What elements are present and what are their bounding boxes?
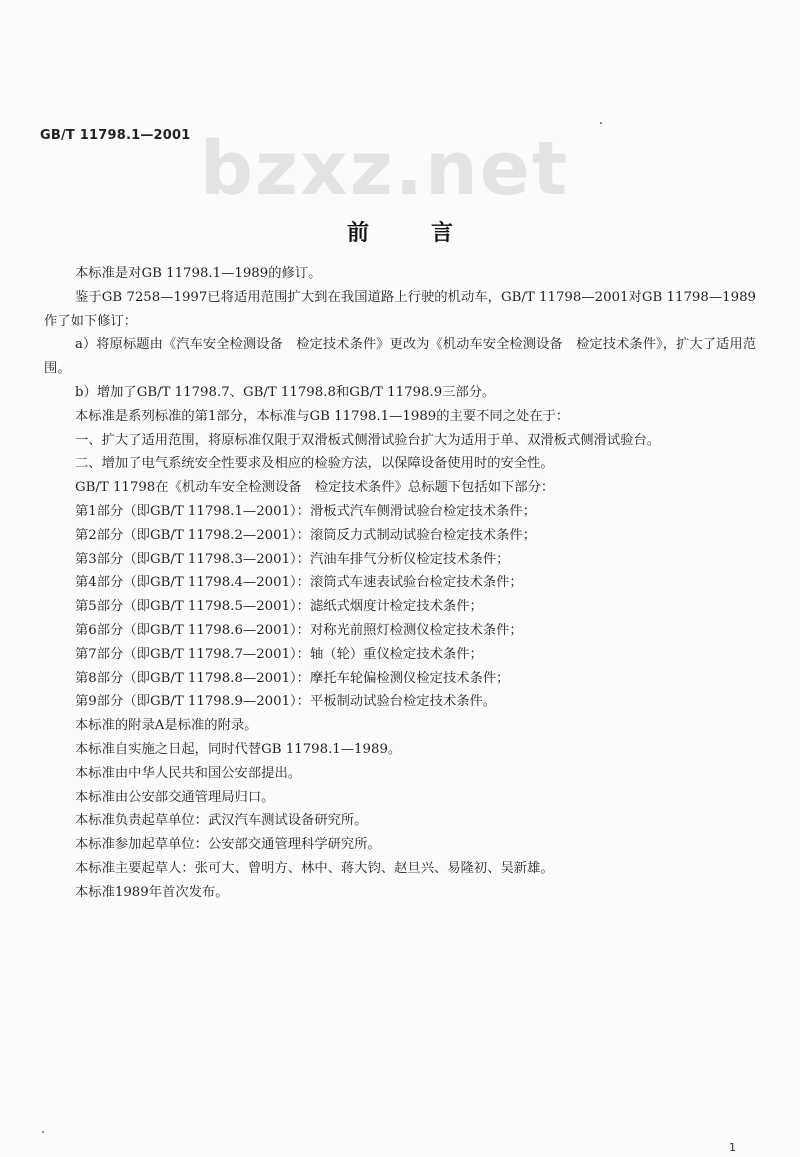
paragraph: 本标准由中华人民共和国公安部提出。 [75, 765, 302, 781]
body-text [44, 262, 756, 905]
paragraph: 二、增加了电气系统安全性要求及相应的检验方法，以保障设备使用时的安全性。 [75, 456, 554, 472]
list-item: 第1部分（即GB/T 11798.1—2001）：滑板式汽车侧滑试验台检定技术条件； [75, 503, 537, 519]
paragraph: 鉴于GB 7258—1997已将适用范围扩大到在我国道路上行驶的机动车，GB/T 11798—2001对GB 11798—1989作了如下修订： [44, 289, 756, 329]
paragraph: 本标准是对GB 11798.1—1989的修订。 [75, 266, 322, 281]
scan-speck [42, 1131, 44, 1133]
list-item: 第7部分（即GB/T 11798.7—2001）：轴（轮）重仪检定技术条件； [75, 646, 483, 662]
page-number: 1 [729, 1141, 736, 1154]
paragraph: a）将原标题由《汽车安全检测设备 检定技术条件》更改为《机动车安全检测设备 检定技术条件》，扩大了适用范围。 [44, 337, 756, 377]
paragraph: 本标准1989年首次发布。 [75, 884, 229, 900]
paragraph: 一、扩大了适用范围，将原标准仅限于双滑板式侧滑试验台扩大为适用于单、双滑板式侧滑试验台。 [75, 432, 661, 448]
paragraph: GB/T 11798在《机动车安全检测设备 检定技术条件》总标题下包括如下部分： [75, 480, 555, 496]
list-item: 第9部分（即GB/T 11798.9—2001）：平板制动试验台检定技术条件。 [75, 694, 497, 710]
paragraph: 本标准由公安部交通管理局归口。 [75, 789, 275, 805]
paragraph: 本标准自实施之日起，同时代替GB 11798.1—1989。 [75, 741, 402, 757]
paragraph: 本标准负责起草单位：武汉汽车测试设备研究所。 [75, 813, 368, 829]
list-item: 第2部分（即GB/T 11798.2—2001）：滚筒反力式制动试验台检定技术条件； [75, 527, 537, 543]
watermark-text: bzxz.net [200, 126, 570, 212]
standard-code: GB/T 11798.1—2001 [40, 128, 191, 143]
paragraph: 本标准是系列标准的第1部分，本标准与GB 11798.1—1989的主要不同之处在于： [75, 408, 570, 424]
paragraph: 本标准主要起草人：张可大、曾明方、林中、蒋大钧、赵旦兴、易隆初、吴新雄。 [75, 860, 554, 876]
list-item: 第5部分（即GB/T 11798.5—2001）：滤纸式烟度计检定技术条件； [75, 599, 483, 615]
list-item: 第3部分（即GB/T 11798.3—2001）：汽油车排气分析仪检定技术条件； [75, 551, 510, 567]
paragraph: 本标准参加起草单位：公安部交通管理科学研究所。 [75, 837, 381, 853]
list-item: 第8部分（即GB/T 11798.8—2001）：摩托车轮偏检测仪检定技术条件； [75, 670, 510, 686]
list-item: 第6部分（即GB/T 11798.6—2001）：对称光前照灯检测仪检定技术条件； [75, 622, 523, 638]
list-item: 第4部分（即GB/T 11798.4—2001）：滚筒式车速表试验台检定技术条件； [75, 575, 523, 591]
scan-speck [600, 122, 602, 124]
paragraph: 本标准的附录A是标准的附录。 [75, 718, 258, 734]
page-title: 前言 [346, 221, 515, 246]
paragraph: b）增加了GB/T 11798.7、GB/T 11798.8和GB/T 11798.9三部分。 [75, 384, 496, 400]
